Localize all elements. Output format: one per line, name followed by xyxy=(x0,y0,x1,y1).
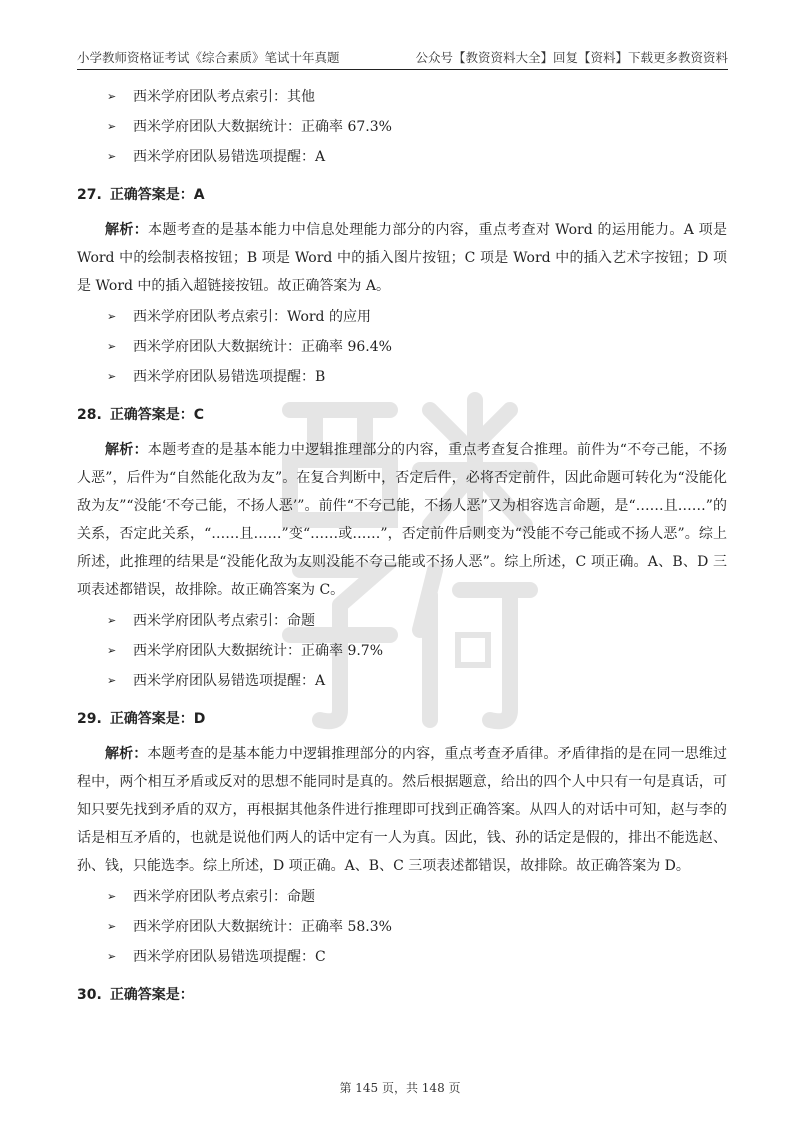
page-footer: 第 145 页，共 148 页 xyxy=(339,1081,461,1095)
arrow-bullet-icon: ➢ xyxy=(107,310,117,323)
header-right: 公众号【教资资料大全】回复【资料】下载更多教资资料 xyxy=(415,50,728,65)
list-item: ➢ 西米学府团队考点索引：其他 xyxy=(77,82,727,112)
question-28-analysis: 解析：本题考查的是基本能力中逻辑推理部分的内容，重点考查复合推理。前件为“不夸己能，不扬人恶”，后件为“自然能化敌为友”。在复合判断中，否定后件，必将否定前件，因此命题可转化为“没能化敌为友”“没能‘不夸己能，不扬人恶’”。前件“不夸己能，不扬人恶”又为相容选言命题，是“……且……”的关系，否定此关系，“……且……”变“……或……”，否定前件后则变为“没能不夸己能或不扬人恶”。综上所述，此推理的结果是“没能化敌为友则没能不夸己能或不扬人恶”。综上所述，C 项正确。A、B、D 三项表述都错误，故排除。故正确答案为 C。 xyxy=(77,442,728,598)
question-30-answer: 30. 正确答案是： xyxy=(77,987,194,1003)
arrow-bullet-icon: ➢ xyxy=(107,920,117,933)
list-item: ➢ 西米学府团队大数据统计：正确率 58.3% xyxy=(77,912,727,942)
page-content xyxy=(77,82,727,1012)
top-bullet-list xyxy=(77,82,727,172)
list-item: ➢ 西米学府团队大数据统计：正确率 96.4% xyxy=(77,332,727,362)
list-item: ➢ 西米学府团队易错选项提醒：B xyxy=(77,362,727,392)
question-29-answer: 29. 正确答案是：D xyxy=(77,711,206,727)
arrow-bullet-icon: ➢ xyxy=(107,890,117,903)
list-item: ➢ 西米学府团队考点索引：命题 xyxy=(77,606,727,636)
header-left: 小学教师资格证考试《综合素质》笔试十年真题 xyxy=(77,50,340,65)
page-header xyxy=(77,44,728,70)
question-27-answer: 27. 正确答案是：A xyxy=(77,187,205,203)
question-27-analysis: 解析：本题考查的是基本能力中信息处理能力部分的内容，重点考查对 Word 的运用能力。A 项是 Word 中的绘制表格按钮；B 项是 Word 中的插入图片按钮；C 项是 Word 中的插入艺术字按钮；D 项是 Word 中的插入超链接按钮。故正确答案为 A。 xyxy=(77,222,728,294)
question-29-analysis: 解析：本题考查的是基本能力中逻辑推理部分的内容，重点考查矛盾律。矛盾律指的是在同一思维过程中，两个相互矛盾或反对的思想不能同时是真的。然后根据题意，给出的四个人中只有一句是真话，可知只要先找到矛盾的双方，再根据其他条件进行推理即可找到正确答案。从四人的对话中可知，赵与李的话是相互矛盾的，也就是说他们两人的话中定有一人为真。因此，钱、孙的话定是假的，排出不能选赵、孙、钱，只能选李。综上所述，D 项正确。A、B、C 三项表述都错误，故排除。故正确答案为 D。 xyxy=(77,746,728,874)
list-item: ➢ 西米学府团队大数据统计：正确率 9.7% xyxy=(77,636,727,666)
list-item: ➢ 西米学府团队大数据统计：正确率 67.3% xyxy=(77,112,727,142)
list-item: ➢ 西米学府团队考点索引：Word 的应用 xyxy=(77,302,727,332)
question-28-answer: 28. 正确答案是：C xyxy=(77,407,205,423)
arrow-bullet-icon: ➢ xyxy=(107,644,117,657)
arrow-bullet-icon: ➢ xyxy=(107,340,117,353)
arrow-bullet-icon: ➢ xyxy=(107,370,117,383)
arrow-bullet-icon: ➢ xyxy=(107,950,117,963)
arrow-bullet-icon: ➢ xyxy=(107,90,117,103)
list-item: ➢ 西米学府团队易错选项提醒：A xyxy=(77,666,727,696)
list-item: ➢ 西米学府团队考点索引：命题 xyxy=(77,882,727,912)
list-item: ➢ 西米学府团队易错选项提醒：A xyxy=(77,142,727,172)
arrow-bullet-icon: ➢ xyxy=(107,674,117,687)
arrow-bullet-icon: ➢ xyxy=(107,150,117,163)
arrow-bullet-icon: ➢ xyxy=(107,120,117,133)
list-item: ➢ 西米学府团队易错选项提醒：C xyxy=(77,942,727,972)
arrow-bullet-icon: ➢ xyxy=(107,614,117,627)
